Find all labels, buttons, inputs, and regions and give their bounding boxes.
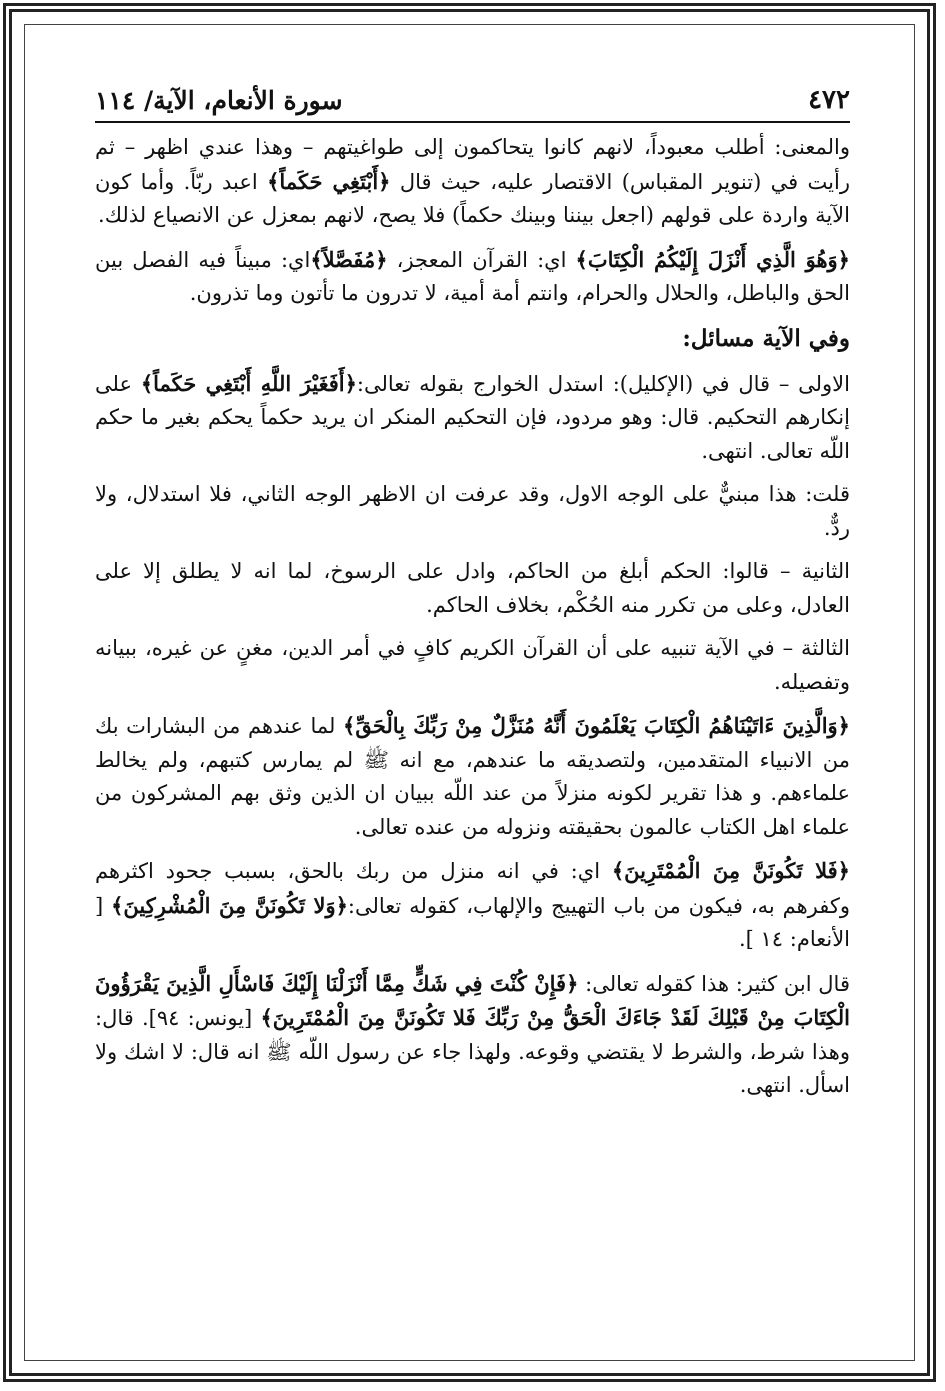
paragraph-p2	[95, 243, 850, 311]
page-number: ٤٧٢	[808, 85, 850, 115]
text-segment: [ الأنعام: ١٤ ].	[95, 893, 850, 951]
text-segment: والمعنى: أطلب معبوداً، لانهم كانوا يتحاكمون إلى طواغيتهم – وهذا عندي اظهر – ثم رأيت في (تنوير المقباس) الاقتصار عليه، حيث قال	[95, 135, 850, 194]
paragraph-gap	[95, 311, 850, 321]
text-segment: الاولى – قال في (الإكليل): استدل الخوارج بقوله تعالى:	[356, 371, 850, 396]
paragraph-p4	[95, 478, 850, 545]
text-segment: اي: مبيناً فيه الفصل بين الحق والباطل، والحلال والحرام، وانتم أمة أمية، لا تدرون ما تأتون وما تذرون.	[95, 247, 850, 305]
quran-quote: ﴿مُفَصَّلاً﴾	[310, 246, 388, 272]
text-segment: قال ابن كثير: هذا كقوله تعالى:	[578, 971, 850, 996]
paragraph-p5	[95, 555, 850, 622]
paragraph-gap	[95, 357, 850, 367]
quran-quote: ﴿فَإِنْ كُنْتَ فِي شَكٍّ مِمَّا أَنْزَلْنَا إِلَيْكَ فَاسْأَلِ الَّذِينَ يَقْرَؤُونَ الْكِتَابَ مِنْ قَبْلِكَ لَقَدْ جَاءَكَ الْحَقُّ مِنْ رَبِّكَ فَلا تَكُونَنَّ مِنَ الْمُمْتَرِينَ﴾	[95, 970, 850, 1030]
section-heading: وفي الآية مسائل:	[682, 324, 850, 352]
paragraph-gap	[95, 844, 850, 854]
paragraph-p1	[95, 131, 850, 233]
paragraph-gap	[95, 699, 850, 709]
quran-quote: ﴿وَهُوَ الَّذِي أَنْزَلَ إِلَيْكُمُ الْكِتَابَ﴾	[575, 246, 850, 272]
paragraph-gap	[95, 545, 850, 555]
paragraph-gap	[95, 957, 850, 967]
body-text	[95, 123, 850, 1103]
text-segment: على إنكارهم التحكيم. قال: وهو مردود، فإن التحكيم المنكر ان يريد حكماً يحكم بغير ما حكم اللّه تعالى. انتهى.	[95, 371, 850, 463]
text-segment: اعبد ربّاً. وأما كون الآية واردة على قولهم (اجعل بيننا وبينك حكماً) فلا يصح، لانهم بمعزل عن الانصياع لذلك.	[95, 169, 850, 227]
text-segment: قلت: هذا مبنيٌّ على الوجه الاول، وقد عرفت ان الاظهر الوجه الثاني، فلا استدلال، ولا ردٌّ.	[95, 482, 850, 540]
quran-quote: ﴿وَالَّذِينَ ءَاتَيْنَاهُمُ الْكِتَابَ يَعْلَمُونَ أَنَّهُ مُنَزَّلٌ مِنْ رَبِّكَ بِالْحَقِّ﴾	[343, 713, 850, 738]
text-segment: [يونس: ٩٤]. قال: وهذا شرط، والشرط لا يقتضي وقوعه. ولهذا جاء عن رسول اللّه ﷺ انه قال: لا اشك ولا اسأل. انتهى.	[95, 1006, 850, 1097]
quran-quote: ﴿أَفَغَيْرَ اللَّهِ أَبْتَغِي حَكَماً﴾	[140, 370, 357, 396]
paragraph-p3	[95, 367, 850, 469]
paragraph-p6	[95, 632, 850, 699]
paragraph-gap	[95, 468, 850, 478]
page-content	[95, 75, 850, 1103]
quran-quote: ﴿فَلا تَكُونَنَّ مِنَ الْمُمْتَرِينَ﴾	[611, 858, 850, 883]
page-header	[95, 75, 850, 123]
paragraph-gap	[95, 233, 850, 243]
quran-quote: ﴿وَلا تَكُونَنَّ مِنَ الْمُشْرِكِينَ﴾	[111, 892, 348, 918]
text-segment: الثالثة – في الآية تنبيه على أن القرآن الكريم كافٍ في أمر الدين، مغنٍ عن غيره، ببيانه وتفصيله.	[95, 636, 850, 694]
text-segment: اي: القرآن المعجز،	[387, 247, 576, 272]
text-segment: الثانية – قالوا: الحكم أبلغ من الحاكم، وادل على الرسوخ، لما انه لا يطلق إلا على العادل، وعلى من تكرر منه الحُكْم، بخلاف الحاكم.	[95, 559, 850, 617]
paragraph-p7	[95, 709, 850, 844]
paragraph-gap	[95, 622, 850, 632]
paragraph-p8	[95, 854, 850, 957]
paragraph-p9	[95, 967, 850, 1103]
text-segment: لما عندهم من البشارات بك من الانبياء المتقدمين، ولتصديقه ما عندهم، مع انه ﷺ لم يمارس كتبهم، ولم يخالط علماءهم. و هذا تقرير لكونه منزلاً من عند اللّه ببيان ان الذين وثق بهم المشركون من علماء اهل الكتاب عالمون بحقيقته ونزوله من عنده تعالى.	[95, 714, 850, 839]
running-title: سورة الأنعام، الآية/ ١١٤	[95, 86, 343, 115]
text-segment: اي: في انه منزل من ربك بالحق، بسبب جحود اكثرهم وكفرهم به، فيكون من باب التهييج والإلهاب، كقوله تعالى:	[95, 859, 851, 918]
quran-quote: ﴿أَبْتَغِي حَكَماً﴾	[267, 168, 391, 194]
